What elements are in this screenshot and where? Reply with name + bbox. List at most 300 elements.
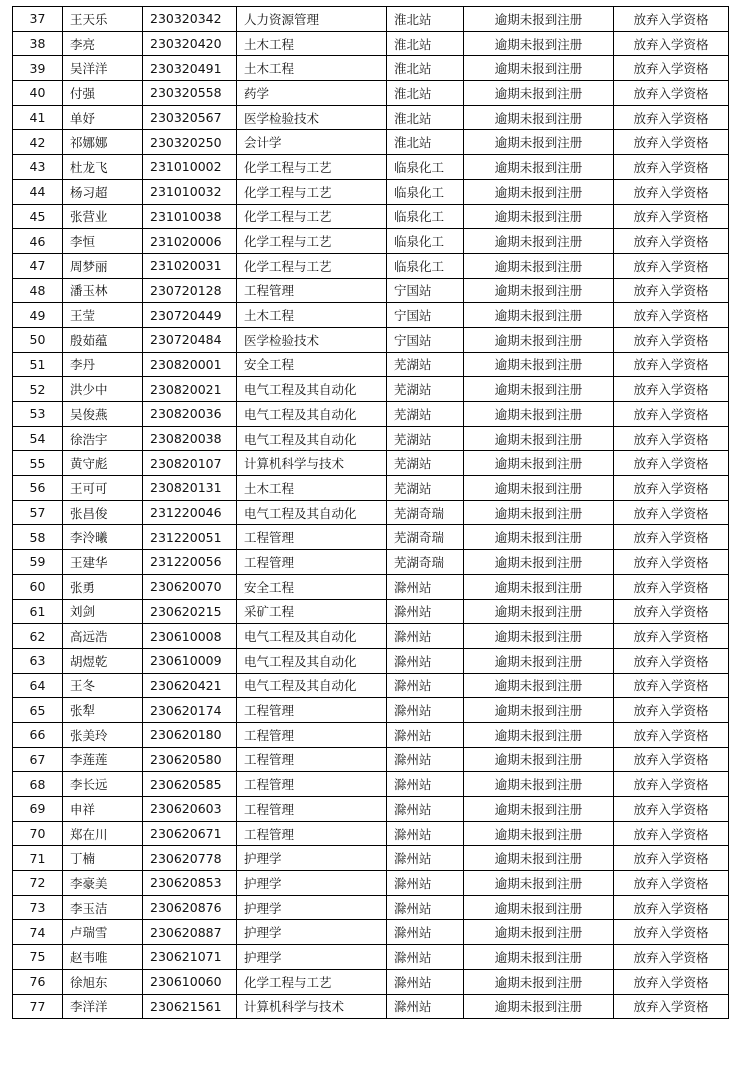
cell-result: 放弃入学资格 xyxy=(614,920,729,945)
cell-seq: 38 xyxy=(13,31,63,56)
cell-result: 放弃入学资格 xyxy=(614,797,729,822)
cell-station: 滁州站 xyxy=(387,945,464,970)
cell-seq: 75 xyxy=(13,945,63,970)
cell-student-id: 231220046 xyxy=(143,500,237,525)
cell-major: 化学工程与工艺 xyxy=(237,179,387,204)
cell-major: 药学 xyxy=(237,81,387,106)
table-row xyxy=(13,229,729,254)
cell-station: 临泉化工 xyxy=(387,253,464,278)
cell-status: 逾期未报到注册 xyxy=(464,648,614,673)
cell-student-id: 231020031 xyxy=(143,253,237,278)
cell-student-id: 231010038 xyxy=(143,204,237,229)
cell-seq: 64 xyxy=(13,673,63,698)
cell-student-id: 230610009 xyxy=(143,648,237,673)
cell-station: 芜湖站 xyxy=(387,476,464,501)
cell-seq: 70 xyxy=(13,821,63,846)
table-row xyxy=(13,204,729,229)
cell-status: 逾期未报到注册 xyxy=(464,451,614,476)
cell-student-id: 230610060 xyxy=(143,969,237,994)
cell-result: 放弃入学资格 xyxy=(614,81,729,106)
table-row xyxy=(13,722,729,747)
cell-name: 丁楠 xyxy=(63,846,143,871)
cell-student-id: 230820036 xyxy=(143,402,237,427)
cell-seq: 39 xyxy=(13,56,63,81)
cell-name: 李亮 xyxy=(63,31,143,56)
cell-status: 逾期未报到注册 xyxy=(464,155,614,180)
table-row xyxy=(13,698,729,723)
cell-major: 电气工程及其自动化 xyxy=(237,648,387,673)
cell-student-id: 230320420 xyxy=(143,31,237,56)
cell-student-id: 230620174 xyxy=(143,698,237,723)
cell-status: 逾期未报到注册 xyxy=(464,500,614,525)
cell-major: 医学检验技术 xyxy=(237,327,387,352)
cell-status: 逾期未报到注册 xyxy=(464,352,614,377)
cell-name: 李恒 xyxy=(63,229,143,254)
cell-result: 放弃入学资格 xyxy=(614,747,729,772)
cell-status: 逾期未报到注册 xyxy=(464,895,614,920)
cell-student-id: 230620887 xyxy=(143,920,237,945)
cell-result: 放弃入学资格 xyxy=(614,871,729,896)
cell-status: 逾期未报到注册 xyxy=(464,821,614,846)
cell-student-id: 230320558 xyxy=(143,81,237,106)
cell-student-id: 231020006 xyxy=(143,229,237,254)
table-row xyxy=(13,945,729,970)
cell-seq: 44 xyxy=(13,179,63,204)
cell-station: 滁州站 xyxy=(387,846,464,871)
cell-seq: 66 xyxy=(13,722,63,747)
cell-student-id: 230320250 xyxy=(143,130,237,155)
cell-name: 徐浩宇 xyxy=(63,426,143,451)
cell-student-id: 230620876 xyxy=(143,895,237,920)
cell-station: 临泉化工 xyxy=(387,229,464,254)
cell-station: 芜湖站 xyxy=(387,426,464,451)
cell-status: 逾期未报到注册 xyxy=(464,56,614,81)
cell-station: 淮北站 xyxy=(387,81,464,106)
cell-seq: 42 xyxy=(13,130,63,155)
cell-major: 医学检验技术 xyxy=(237,105,387,130)
table-row xyxy=(13,81,729,106)
cell-major: 电气工程及其自动化 xyxy=(237,402,387,427)
table-row xyxy=(13,772,729,797)
cell-name: 张美玲 xyxy=(63,722,143,747)
cell-station: 滁州站 xyxy=(387,797,464,822)
cell-seq: 60 xyxy=(13,574,63,599)
cell-status: 逾期未报到注册 xyxy=(464,920,614,945)
cell-seq: 76 xyxy=(13,969,63,994)
cell-major: 电气工程及其自动化 xyxy=(237,624,387,649)
cell-name: 吴俊燕 xyxy=(63,402,143,427)
table-row xyxy=(13,500,729,525)
cell-station: 宁国站 xyxy=(387,303,464,328)
cell-major: 计算机科学与技术 xyxy=(237,994,387,1019)
cell-student-id: 230720484 xyxy=(143,327,237,352)
cell-result: 放弃入学资格 xyxy=(614,599,729,624)
table-row xyxy=(13,994,729,1019)
table-row xyxy=(13,56,729,81)
cell-result: 放弃入学资格 xyxy=(614,969,729,994)
cell-name: 王建华 xyxy=(63,550,143,575)
cell-seq: 55 xyxy=(13,451,63,476)
cell-result: 放弃入学资格 xyxy=(614,673,729,698)
cell-name: 黄守彪 xyxy=(63,451,143,476)
cell-student-id: 230320491 xyxy=(143,56,237,81)
cell-seq: 37 xyxy=(13,7,63,32)
cell-result: 放弃入学资格 xyxy=(614,56,729,81)
cell-student-id: 230621561 xyxy=(143,994,237,1019)
cell-seq: 47 xyxy=(13,253,63,278)
table-row xyxy=(13,303,729,328)
cell-major: 电气工程及其自动化 xyxy=(237,500,387,525)
cell-name: 杜龙飞 xyxy=(63,155,143,180)
cell-major: 工程管理 xyxy=(237,525,387,550)
cell-result: 放弃入学资格 xyxy=(614,451,729,476)
table-row xyxy=(13,253,729,278)
cell-name: 周梦丽 xyxy=(63,253,143,278)
cell-seq: 41 xyxy=(13,105,63,130)
cell-status: 逾期未报到注册 xyxy=(464,327,614,352)
cell-status: 逾期未报到注册 xyxy=(464,550,614,575)
cell-station: 滁州站 xyxy=(387,599,464,624)
cell-student-id: 230620671 xyxy=(143,821,237,846)
cell-student-id: 230620180 xyxy=(143,722,237,747)
table-row xyxy=(13,451,729,476)
table-row xyxy=(13,278,729,303)
cell-seq: 56 xyxy=(13,476,63,501)
cell-result: 放弃入学资格 xyxy=(614,846,729,871)
cell-major: 采矿工程 xyxy=(237,599,387,624)
cell-major: 安全工程 xyxy=(237,574,387,599)
cell-seq: 52 xyxy=(13,377,63,402)
cell-major: 工程管理 xyxy=(237,772,387,797)
cell-seq: 61 xyxy=(13,599,63,624)
cell-status: 逾期未报到注册 xyxy=(464,229,614,254)
cell-result: 放弃入学资格 xyxy=(614,31,729,56)
cell-station: 临泉化工 xyxy=(387,155,464,180)
cell-station: 芜湖奇瑞 xyxy=(387,500,464,525)
cell-name: 张犁 xyxy=(63,698,143,723)
table-row xyxy=(13,31,729,56)
cell-station: 滁州站 xyxy=(387,969,464,994)
cell-seq: 45 xyxy=(13,204,63,229)
cell-result: 放弃入学资格 xyxy=(614,698,729,723)
cell-name: 张营业 xyxy=(63,204,143,229)
cell-name: 申祥 xyxy=(63,797,143,822)
cell-station: 滁州站 xyxy=(387,920,464,945)
cell-student-id: 230620778 xyxy=(143,846,237,871)
cell-station: 滁州站 xyxy=(387,673,464,698)
cell-major: 工程管理 xyxy=(237,550,387,575)
cell-name: 王冬 xyxy=(63,673,143,698)
table-row xyxy=(13,7,729,32)
table-row xyxy=(13,673,729,698)
table-row xyxy=(13,377,729,402)
cell-name: 王可可 xyxy=(63,476,143,501)
cell-seq: 40 xyxy=(13,81,63,106)
cell-major: 化学工程与工艺 xyxy=(237,253,387,278)
cell-major: 化学工程与工艺 xyxy=(237,969,387,994)
cell-student-id: 230820001 xyxy=(143,352,237,377)
cell-seq: 71 xyxy=(13,846,63,871)
cell-student-id: 230620603 xyxy=(143,797,237,822)
cell-major: 安全工程 xyxy=(237,352,387,377)
cell-seq: 72 xyxy=(13,871,63,896)
table-row xyxy=(13,476,729,501)
cell-station: 宁国站 xyxy=(387,278,464,303)
cell-seq: 54 xyxy=(13,426,63,451)
cell-status: 逾期未报到注册 xyxy=(464,846,614,871)
cell-status: 逾期未报到注册 xyxy=(464,994,614,1019)
table-row xyxy=(13,821,729,846)
cell-status: 逾期未报到注册 xyxy=(464,574,614,599)
cell-station: 芜湖站 xyxy=(387,352,464,377)
cell-station: 芜湖奇瑞 xyxy=(387,525,464,550)
cell-student-id: 230820021 xyxy=(143,377,237,402)
cell-major: 工程管理 xyxy=(237,821,387,846)
table-wrapper xyxy=(12,6,729,1019)
cell-major: 化学工程与工艺 xyxy=(237,155,387,180)
cell-name: 李丹 xyxy=(63,352,143,377)
cell-result: 放弃入学资格 xyxy=(614,624,729,649)
cell-result: 放弃入学资格 xyxy=(614,525,729,550)
cell-result: 放弃入学资格 xyxy=(614,303,729,328)
cell-station: 淮北站 xyxy=(387,56,464,81)
cell-status: 逾期未报到注册 xyxy=(464,476,614,501)
cell-seq: 74 xyxy=(13,920,63,945)
table-row xyxy=(13,846,729,871)
cell-major: 护理学 xyxy=(237,871,387,896)
cell-name: 王莹 xyxy=(63,303,143,328)
cell-result: 放弃入学资格 xyxy=(614,821,729,846)
cell-name: 徐旭东 xyxy=(63,969,143,994)
table-row xyxy=(13,895,729,920)
cell-result: 放弃入学资格 xyxy=(614,722,729,747)
cell-station: 滁州站 xyxy=(387,821,464,846)
cell-student-id: 230820131 xyxy=(143,476,237,501)
cell-status: 逾期未报到注册 xyxy=(464,7,614,32)
table-row xyxy=(13,797,729,822)
cell-seq: 46 xyxy=(13,229,63,254)
cell-status: 逾期未报到注册 xyxy=(464,945,614,970)
table-row xyxy=(13,550,729,575)
cell-major: 电气工程及其自动化 xyxy=(237,673,387,698)
cell-seq: 50 xyxy=(13,327,63,352)
cell-result: 放弃入学资格 xyxy=(614,500,729,525)
cell-station: 滁州站 xyxy=(387,698,464,723)
cell-seq: 62 xyxy=(13,624,63,649)
cell-name: 李玉洁 xyxy=(63,895,143,920)
cell-station: 宁国站 xyxy=(387,327,464,352)
cell-status: 逾期未报到注册 xyxy=(464,204,614,229)
cell-station: 滁州站 xyxy=(387,772,464,797)
cell-status: 逾期未报到注册 xyxy=(464,179,614,204)
table-row xyxy=(13,402,729,427)
student-table xyxy=(12,6,729,1019)
cell-result: 放弃入学资格 xyxy=(614,377,729,402)
cell-student-id: 230320342 xyxy=(143,7,237,32)
cell-station: 滁州站 xyxy=(387,648,464,673)
cell-station: 芜湖站 xyxy=(387,451,464,476)
cell-major: 化学工程与工艺 xyxy=(237,204,387,229)
cell-result: 放弃入学资格 xyxy=(614,229,729,254)
cell-student-id: 230620421 xyxy=(143,673,237,698)
table-body xyxy=(13,7,729,1019)
cell-result: 放弃入学资格 xyxy=(614,402,729,427)
cell-station: 淮北站 xyxy=(387,130,464,155)
cell-student-id: 230820107 xyxy=(143,451,237,476)
table-row xyxy=(13,920,729,945)
cell-result: 放弃入学资格 xyxy=(614,327,729,352)
cell-seq: 57 xyxy=(13,500,63,525)
cell-name: 刘剑 xyxy=(63,599,143,624)
cell-seq: 63 xyxy=(13,648,63,673)
table-row xyxy=(13,105,729,130)
cell-seq: 59 xyxy=(13,550,63,575)
table-row xyxy=(13,574,729,599)
cell-name: 高远浩 xyxy=(63,624,143,649)
cell-status: 逾期未报到注册 xyxy=(464,105,614,130)
table-row xyxy=(13,426,729,451)
cell-student-id: 230620585 xyxy=(143,772,237,797)
cell-name: 单妤 xyxy=(63,105,143,130)
table-row xyxy=(13,599,729,624)
cell-result: 放弃入学资格 xyxy=(614,550,729,575)
cell-major: 计算机科学与技术 xyxy=(237,451,387,476)
cell-major: 工程管理 xyxy=(237,722,387,747)
table-row xyxy=(13,525,729,550)
cell-seq: 67 xyxy=(13,747,63,772)
cell-status: 逾期未报到注册 xyxy=(464,624,614,649)
cell-status: 逾期未报到注册 xyxy=(464,402,614,427)
cell-major: 工程管理 xyxy=(237,797,387,822)
cell-name: 胡煜乾 xyxy=(63,648,143,673)
table-row xyxy=(13,648,729,673)
cell-status: 逾期未报到注册 xyxy=(464,871,614,896)
cell-status: 逾期未报到注册 xyxy=(464,377,614,402)
cell-major: 工程管理 xyxy=(237,278,387,303)
cell-name: 郑在川 xyxy=(63,821,143,846)
cell-name: 王天乐 xyxy=(63,7,143,32)
cell-name: 杨习超 xyxy=(63,179,143,204)
cell-result: 放弃入学资格 xyxy=(614,426,729,451)
cell-seq: 58 xyxy=(13,525,63,550)
cell-result: 放弃入学资格 xyxy=(614,7,729,32)
cell-status: 逾期未报到注册 xyxy=(464,278,614,303)
cell-seq: 49 xyxy=(13,303,63,328)
table-row xyxy=(13,624,729,649)
cell-station: 滁州站 xyxy=(387,747,464,772)
cell-station: 滁州站 xyxy=(387,574,464,599)
cell-major: 护理学 xyxy=(237,945,387,970)
cell-result: 放弃入学资格 xyxy=(614,278,729,303)
cell-station: 滁州站 xyxy=(387,624,464,649)
cell-status: 逾期未报到注册 xyxy=(464,525,614,550)
cell-status: 逾期未报到注册 xyxy=(464,797,614,822)
cell-station: 临泉化工 xyxy=(387,204,464,229)
cell-station: 淮北站 xyxy=(387,7,464,32)
cell-major: 土木工程 xyxy=(237,31,387,56)
cell-student-id: 230620853 xyxy=(143,871,237,896)
cell-name: 李洋洋 xyxy=(63,994,143,1019)
cell-student-id: 230720449 xyxy=(143,303,237,328)
cell-major: 土木工程 xyxy=(237,476,387,501)
cell-status: 逾期未报到注册 xyxy=(464,772,614,797)
cell-major: 化学工程与工艺 xyxy=(237,229,387,254)
cell-name: 张勇 xyxy=(63,574,143,599)
cell-station: 淮北站 xyxy=(387,105,464,130)
cell-major: 土木工程 xyxy=(237,303,387,328)
cell-status: 逾期未报到注册 xyxy=(464,722,614,747)
cell-result: 放弃入学资格 xyxy=(614,574,729,599)
cell-student-id: 230620070 xyxy=(143,574,237,599)
cell-status: 逾期未报到注册 xyxy=(464,599,614,624)
cell-result: 放弃入学资格 xyxy=(614,476,729,501)
cell-seq: 77 xyxy=(13,994,63,1019)
table-row xyxy=(13,179,729,204)
cell-student-id: 230620580 xyxy=(143,747,237,772)
table-row xyxy=(13,327,729,352)
cell-seq: 53 xyxy=(13,402,63,427)
cell-major: 电气工程及其自动化 xyxy=(237,426,387,451)
cell-student-id: 230621071 xyxy=(143,945,237,970)
cell-name: 李豪美 xyxy=(63,871,143,896)
cell-status: 逾期未报到注册 xyxy=(464,747,614,772)
cell-status: 逾期未报到注册 xyxy=(464,698,614,723)
cell-seq: 51 xyxy=(13,352,63,377)
cell-result: 放弃入学资格 xyxy=(614,772,729,797)
cell-major: 电气工程及其自动化 xyxy=(237,377,387,402)
cell-status: 逾期未报到注册 xyxy=(464,303,614,328)
cell-station: 滁州站 xyxy=(387,722,464,747)
table-row xyxy=(13,969,729,994)
cell-seq: 43 xyxy=(13,155,63,180)
cell-seq: 73 xyxy=(13,895,63,920)
cell-status: 逾期未报到注册 xyxy=(464,81,614,106)
cell-major: 护理学 xyxy=(237,920,387,945)
cell-result: 放弃入学资格 xyxy=(614,648,729,673)
table-row xyxy=(13,747,729,772)
cell-station: 滁州站 xyxy=(387,871,464,896)
cell-student-id: 230610008 xyxy=(143,624,237,649)
cell-name: 李莲莲 xyxy=(63,747,143,772)
cell-name: 李长远 xyxy=(63,772,143,797)
cell-student-id: 230720128 xyxy=(143,278,237,303)
cell-result: 放弃入学资格 xyxy=(614,895,729,920)
cell-name: 付强 xyxy=(63,81,143,106)
cell-status: 逾期未报到注册 xyxy=(464,130,614,155)
cell-status: 逾期未报到注册 xyxy=(464,673,614,698)
cell-result: 放弃入学资格 xyxy=(614,130,729,155)
cell-name: 殷茹蕴 xyxy=(63,327,143,352)
cell-station: 淮北站 xyxy=(387,31,464,56)
cell-major: 人力资源管理 xyxy=(237,7,387,32)
cell-result: 放弃入学资格 xyxy=(614,994,729,1019)
cell-status: 逾期未报到注册 xyxy=(464,969,614,994)
cell-result: 放弃入学资格 xyxy=(614,105,729,130)
cell-result: 放弃入学资格 xyxy=(614,179,729,204)
cell-name: 洪少中 xyxy=(63,377,143,402)
cell-seq: 68 xyxy=(13,772,63,797)
cell-status: 逾期未报到注册 xyxy=(464,426,614,451)
cell-result: 放弃入学资格 xyxy=(614,352,729,377)
cell-seq: 48 xyxy=(13,278,63,303)
cell-student-id: 231220056 xyxy=(143,550,237,575)
cell-name: 张昌俊 xyxy=(63,500,143,525)
cell-station: 芜湖奇瑞 xyxy=(387,550,464,575)
table-row xyxy=(13,130,729,155)
table-row xyxy=(13,155,729,180)
cell-student-id: 230620215 xyxy=(143,599,237,624)
cell-seq: 69 xyxy=(13,797,63,822)
